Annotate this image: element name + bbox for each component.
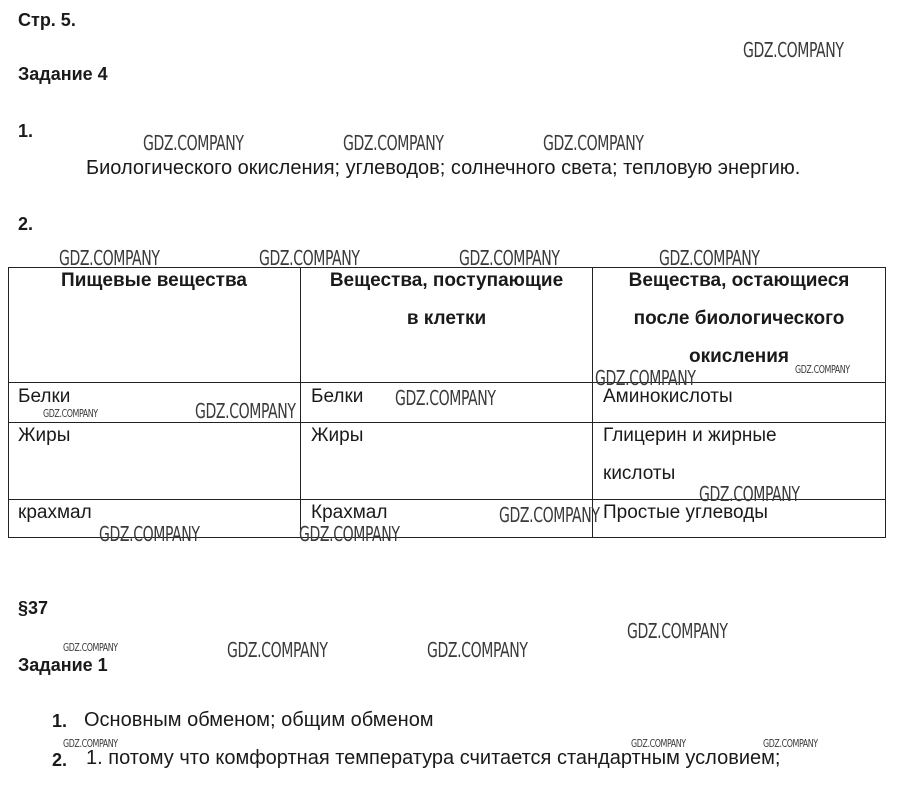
watermark: GDZ.COMPANY	[99, 522, 200, 546]
table-header-cell: Пищевые вещества	[61, 270, 247, 291]
table-cell: Жиры	[311, 425, 364, 446]
task-1-item-1-number: 1.	[52, 711, 68, 731]
watermark: GDZ.COMPANY	[427, 638, 528, 662]
table-cell-line: кислоты	[603, 463, 676, 484]
table-border-left	[8, 267, 9, 538]
watermark: GDZ.COMPANY	[659, 246, 760, 270]
watermark: GDZ.COMPANY	[595, 366, 696, 390]
watermark: GDZ.COMPANY	[195, 399, 296, 423]
table-header-line: окисления	[689, 346, 789, 367]
task-4-item-2-number: 2.	[18, 214, 34, 234]
watermark: GDZ.COMPANY	[627, 619, 728, 643]
watermark: GDZ.COMPANY	[143, 131, 244, 155]
page-reference: Стр. 5.	[18, 10, 76, 30]
watermark: GDZ.COMPANY	[63, 641, 118, 654]
watermark: GDZ.COMPANY	[795, 363, 850, 376]
table-cell: Белки	[18, 386, 71, 407]
watermark: GDZ.COMPANY	[631, 737, 686, 750]
watermark: GDZ.COMPANY	[227, 638, 328, 662]
watermark: GDZ.COMPANY	[699, 482, 800, 506]
table-cell: Простые углеводы	[603, 502, 768, 523]
table-row-divider	[8, 382, 886, 383]
watermark: GDZ.COMPANY	[343, 131, 444, 155]
section-title: §37	[18, 598, 49, 618]
watermark: GDZ.COMPANY	[59, 246, 160, 270]
task-4-title: Задание 4	[18, 64, 108, 84]
watermark: GDZ.COMPANY	[299, 522, 400, 546]
watermark: GDZ.COMPANY	[543, 131, 644, 155]
task-1-item-2-answer: 1. потому что комфортная температура считается стандартным условием;	[86, 747, 781, 769]
table-cell-line: Глицерин и жирные	[603, 425, 777, 446]
task-4-item-1-number: 1.	[18, 121, 34, 141]
watermark: GDZ.COMPANY	[395, 386, 496, 410]
table-header-line: Вещества, поступающие	[329, 270, 564, 291]
table-header-line: после биологического	[633, 308, 845, 329]
table-cell: Аминокислоты	[603, 386, 733, 407]
task-1-title: Задание 1	[18, 655, 108, 675]
table-cell: Крахмал	[311, 502, 388, 523]
table-header-line: в клетки	[406, 308, 487, 329]
table-border-right	[885, 267, 886, 538]
watermark: GDZ.COMPANY	[63, 737, 118, 750]
watermark: GDZ.COMPANY	[763, 737, 818, 750]
table-cell: Белки	[311, 386, 364, 407]
table-cell: крахмал	[18, 502, 92, 523]
table-header-line: Вещества, остающиеся	[628, 270, 850, 291]
watermark: GDZ.COMPANY	[43, 407, 98, 420]
watermark: GDZ.COMPANY	[743, 38, 844, 62]
task-1-item-1-answer: Основным обменом; общим обменом	[84, 709, 434, 731]
task-1-item-2-number: 2.	[52, 750, 68, 770]
watermark: GDZ.COMPANY	[259, 246, 360, 270]
table-header-cell	[301, 262, 592, 338]
watermark: GDZ.COMPANY	[459, 246, 560, 270]
table-cell: Жиры	[18, 425, 71, 446]
table-header-cell	[593, 262, 885, 376]
task-4-item-1-answer: Биологического окисления; углеводов; солнечного света; тепловую энергию.	[86, 157, 801, 179]
watermark: GDZ.COMPANY	[499, 503, 600, 527]
